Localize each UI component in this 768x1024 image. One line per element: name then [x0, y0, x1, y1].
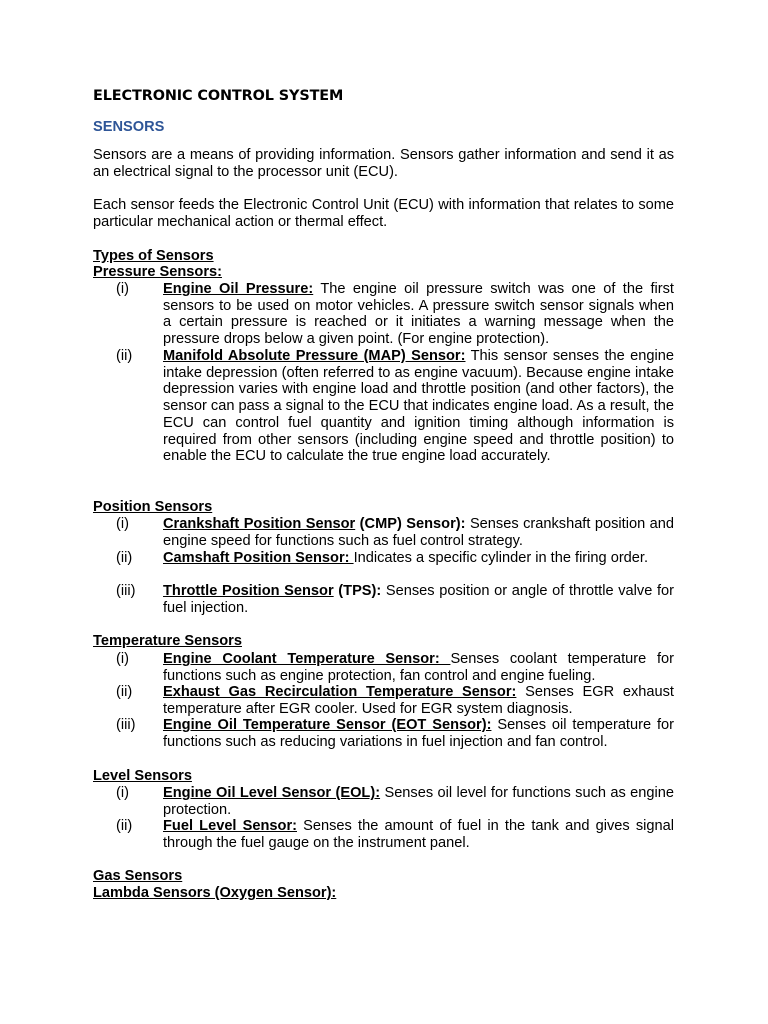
- item-body: [163, 717, 674, 750]
- list-item: [93, 348, 674, 465]
- intro-paragraph-2: Each sensor feeds the Electronic Control Unit (ECU) with information that relates to some particular mechanical action or thermal effect.: [93, 197, 674, 230]
- item-body: [163, 516, 674, 549]
- item-text: Senses EGR exhaust temperature after EGR cooler. Used for EGR system diagnosis.: [163, 684, 674, 717]
- list-item: [93, 684, 674, 717]
- item-label: Engine Coolant Temperature Sensor:: [163, 651, 451, 667]
- lambda-sensors-heading: Lambda Sensors (Oxygen Sensor):: [93, 885, 337, 901]
- item-number: (iii): [116, 717, 136, 733]
- item-text: Senses coolant temperature for functions such as engine protection, fan control and engine fueling.: [163, 651, 674, 684]
- gas-sensors-heading: Gas Sensors: [93, 868, 183, 884]
- item-body: [163, 348, 674, 465]
- item-number: (ii): [116, 684, 133, 700]
- list-item: [93, 516, 674, 549]
- item-body: [163, 684, 674, 717]
- list-item: [93, 651, 674, 684]
- item-number: (i): [116, 281, 129, 297]
- item-label: Fuel Level Sensor:: [163, 818, 297, 834]
- list-item: [93, 785, 674, 818]
- item-label-suffix: (CMP) Sensor):: [355, 516, 466, 532]
- item-text: The engine oil pressure switch was one of the first sensors to be used on motor vehicles. A pressure switch sensor signals when a certain pressure is reached or it initiates a warning message when the pressure drops below a given point. (For engine protection).: [163, 281, 674, 348]
- list-item: [93, 281, 674, 348]
- item-text: Senses oil level for functions such as engine protection.: [163, 785, 675, 818]
- intro-paragraph-1: Sensors are a means of providing information. Sensors gather information and send it as an electrical signal to the processor unit (ECU).: [93, 147, 674, 180]
- item-text: This sensor senses the engine intake depression (often referred to as engine vacuum). Because engine intake depression varies with engine load and throttle position (and other factors), the sensor can pass a signal to the ECU that indicates engine load. As a result, the ECU can control fuel quantity and ignition timing although information is required from other sensors (including engine speed and throttle position) to enable the ECU to calculate the true engine load accurately.: [163, 348, 674, 465]
- list-item: [93, 583, 674, 616]
- item-number: (iii): [116, 583, 136, 599]
- item-body: [163, 583, 674, 616]
- item-label: Throttle Position Sensor: [163, 583, 334, 599]
- item-label-suffix: (TPS):: [333, 583, 382, 599]
- item-text: Indicates a specific cylinder in the firing order.: [353, 550, 649, 566]
- item-text: Senses position or angle of throttle valve for fuel injection.: [163, 583, 674, 616]
- item-number: (ii): [116, 348, 133, 364]
- item-label: Manifold Absolute Pressure (MAP) Sensor:: [163, 348, 466, 364]
- list-item: [93, 550, 674, 567]
- item-body: [163, 550, 674, 567]
- temperature-sensors-heading: Temperature Sensors: [93, 633, 242, 649]
- document-title: ELECTRONIC CONTROL SYSTEM: [93, 88, 344, 104]
- item-text: Senses the amount of fuel in the tank and gives signal through the fuel gauge on the instrument panel.: [163, 818, 674, 851]
- item-body: [163, 281, 674, 348]
- position-sensors-heading: Position Sensors: [93, 499, 213, 515]
- item-label: Engine Oil Temperature Sensor (EOT Sensor):: [163, 717, 492, 733]
- list-item: [93, 818, 674, 851]
- types-of-sensors-heading: Types of Sensors: [93, 248, 214, 264]
- item-number: (i): [116, 651, 129, 667]
- section-heading-sensors: SENSORS: [93, 119, 165, 135]
- item-number: (i): [116, 516, 129, 532]
- item-number: (ii): [116, 818, 133, 834]
- item-text: Senses oil temperature for functions such as reducing variations in fuel injection and fan control.: [163, 717, 675, 750]
- item-label: Exhaust Gas Recirculation Temperature Sensor:: [163, 684, 517, 700]
- item-number: (i): [116, 785, 129, 801]
- item-label: Camshaft Position Sensor:: [163, 550, 354, 566]
- item-body: [163, 785, 674, 818]
- list-item: [93, 717, 674, 750]
- pressure-sensors-heading: Pressure Sensors:: [93, 264, 222, 280]
- item-body: [163, 651, 674, 684]
- item-number: (ii): [116, 550, 133, 566]
- item-label: Crankshaft Position Sensor: [163, 516, 356, 532]
- level-sensors-heading: Level Sensors: [93, 768, 192, 784]
- item-label: Engine Oil Level Sensor (EOL):: [163, 785, 381, 801]
- item-label: Engine Oil Pressure:: [163, 281, 314, 297]
- item-body: [163, 818, 674, 851]
- item-text: Senses crankshaft position and engine speed for functions such as fuel control strategy.: [163, 516, 674, 549]
